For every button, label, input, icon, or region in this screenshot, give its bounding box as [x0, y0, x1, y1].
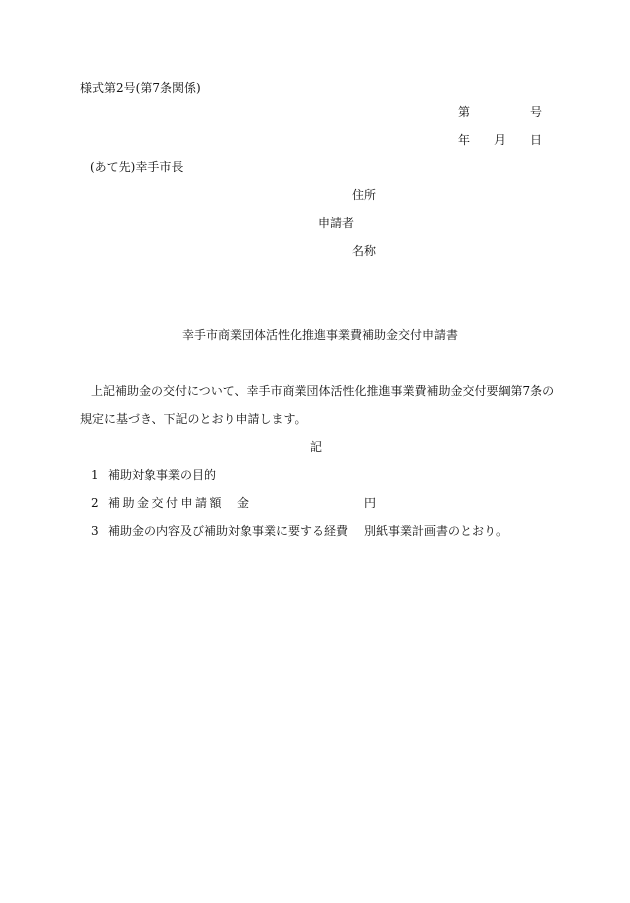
- item-label: 補助対象事業の目的: [108, 468, 217, 482]
- addressee: (あて先)幸手市長: [90, 160, 184, 174]
- date-day: 日: [530, 133, 543, 147]
- applicant-label: 申請者: [318, 216, 355, 230]
- number-suffix: 号: [530, 105, 543, 119]
- item-number: 3: [91, 524, 99, 538]
- item-label: 補助金の内容及び補助対象事業に要する経費: [108, 524, 349, 538]
- document-title: 幸手市商業団体活性化推進事業費補助金交付申請書: [182, 328, 459, 342]
- form-number: 様式第2号(第7条関係): [80, 81, 201, 95]
- ki-heading: 記: [310, 440, 323, 454]
- date-year: 年: [458, 133, 471, 147]
- applicant-name-label: 名称: [352, 244, 377, 258]
- applicant-address-label: 住所: [352, 188, 377, 202]
- date-month: 月: [494, 133, 507, 147]
- amount-suffix: 円: [364, 496, 377, 510]
- item-label: 補助金交付申請額: [108, 496, 225, 510]
- amount-prefix: 金: [237, 496, 250, 510]
- item-number: 2: [91, 496, 99, 510]
- number-prefix: 第: [458, 105, 471, 119]
- body-line-1: 上記補助金の交付について、幸手市商業団体活性化推進事業費補助金交付要綱第7条の: [91, 384, 555, 398]
- item-value: 別紙事業計画書のとおり。: [364, 524, 509, 538]
- body-line-2: 規定に基づき、下記のとおり申請します。: [80, 412, 307, 426]
- item-number: 1: [91, 468, 99, 482]
